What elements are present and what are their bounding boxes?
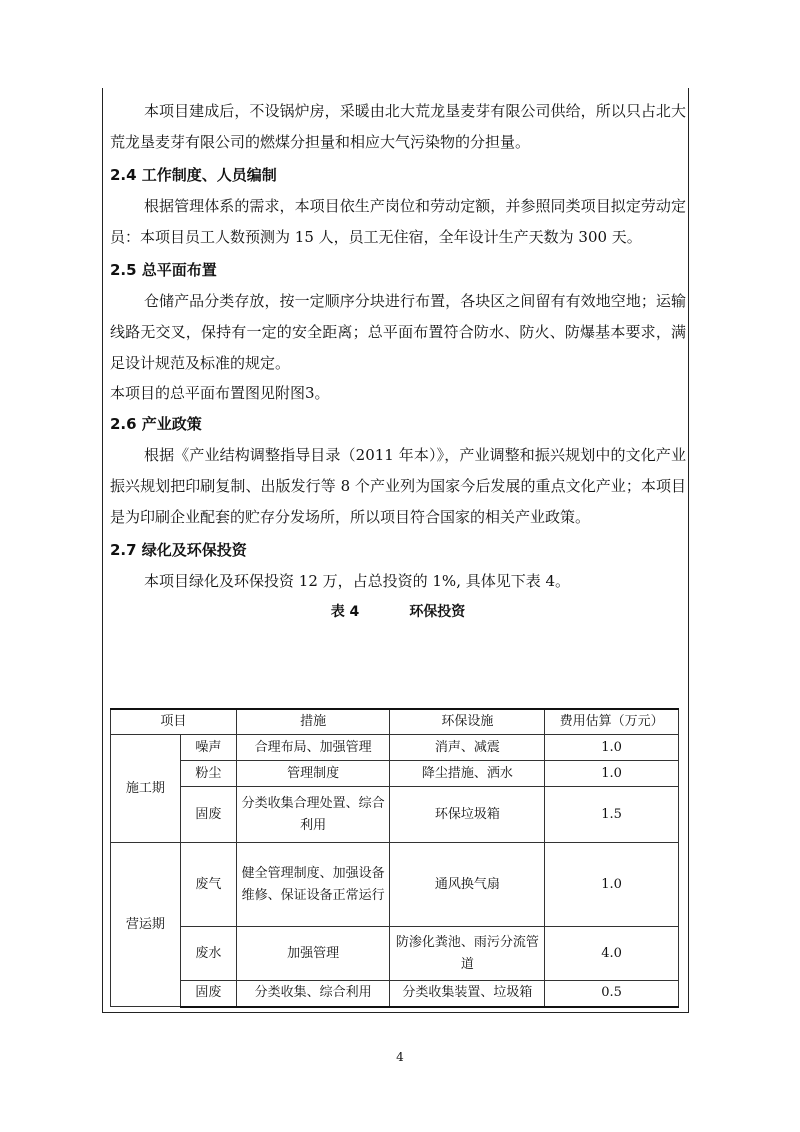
- cell-facility: 防渗化粪池、雨污分流管道: [390, 927, 545, 981]
- cell-facility: 通风换气扇: [390, 843, 545, 927]
- section-heading-2-4: 2.4 工作制度、人员编制: [110, 166, 277, 184]
- phase-construction: 施工期: [111, 735, 181, 843]
- cell-measure: 管理制度: [236, 761, 390, 787]
- cell-cost: 4.0: [545, 927, 679, 981]
- cell-cost: 0.5: [545, 981, 679, 1007]
- cell-cost: 1.5: [545, 787, 679, 843]
- table-row: [111, 843, 679, 927]
- cell-cost: 1.0: [545, 843, 679, 927]
- investment-table: [110, 708, 679, 1008]
- document-body: [110, 96, 686, 627]
- cell-item: 固废: [180, 981, 236, 1007]
- header-item: 项目: [111, 709, 237, 735]
- paragraph-heating: 本项目建成后，不设锅炉房，采暖由北大荒龙垦麦芽有限公司供给，所以只占北大荒龙垦麦芽有限公司的燃煤分担量和相应大气污染物的分担量。: [110, 102, 686, 151]
- header-measure: 措施: [236, 709, 390, 735]
- table-header-row: [111, 709, 679, 735]
- header-facility: 环保设施: [390, 709, 545, 735]
- page-number: 4: [396, 1050, 404, 1064]
- paragraph-layout-reference: 本项目的总平面布置图见附图3。: [110, 384, 330, 402]
- cell-measure: 加强管理: [236, 927, 390, 981]
- cell-facility: 分类收集装置、垃圾箱: [390, 981, 545, 1007]
- table-row: [111, 735, 679, 761]
- section-heading-2-6: 2.6 产业政策: [110, 415, 202, 433]
- paragraph-staffing: 根据管理体系的需求，本项目依生产岗位和劳动定额，并参照同类项目拟定劳动定员：本项目员工人数预测为 15 人，员工无住宿，全年设计生产天数为 300 天。: [110, 197, 686, 246]
- cell-cost: 1.0: [545, 761, 679, 787]
- table-caption-number: 表 4: [330, 604, 360, 620]
- cell-item: 噪声: [180, 735, 236, 761]
- table-row: [111, 787, 679, 843]
- cell-facility: 消声、减震: [390, 735, 545, 761]
- section-heading-2-5: 2.5 总平面布置: [110, 261, 217, 279]
- cell-measure: 分类收集、综合利用: [236, 981, 390, 1007]
- section-heading-2-7: 2.7 绿化及环保投资: [110, 541, 247, 559]
- cell-item: 固废: [180, 787, 236, 843]
- cell-facility: 降尘措施、洒水: [390, 761, 545, 787]
- table-row: [111, 981, 679, 1007]
- cell-item: 粉尘: [180, 761, 236, 787]
- cell-facility: 环保垃圾箱: [390, 787, 545, 843]
- cell-measure: 健全管理制度、加强设备维修、保证设备正常运行: [236, 843, 390, 927]
- table-caption: [110, 601, 686, 627]
- cell-cost: 1.0: [545, 735, 679, 761]
- header-cost: 费用估算（万元）: [545, 709, 679, 735]
- table-caption-title: 环保投资: [409, 604, 466, 620]
- paragraph-investment: 本项目绿化及环保投资 12 万，占总投资的 1%, 具体见下表 4。: [144, 572, 571, 590]
- cell-measure: 合理布局、加强管理: [236, 735, 390, 761]
- cell-item: 废水: [180, 927, 236, 981]
- phase-operation: 营运期: [111, 843, 181, 1007]
- table-row: [111, 761, 679, 787]
- paragraph-layout: 仓储产品分类存放，按一定顺序分块进行布置，各块区之间留有有效地空地；运输线路无交叉，保持有一定的安全距离；总平面布置符合防水、防火、防爆基本要求，满足设计规范及标准的规定。: [110, 292, 686, 372]
- paragraph-policy: 根据《产业结构调整指导目录（2011 年本）》，产业调整和振兴规划中的文化产业振兴规划把印刷复制、出版发行等 8 个产业列为国家今后发展的重点文化产业；本项目是为印刷企业配套的贮存分发场所，所以项目符合国家的相关产业政策。: [110, 446, 686, 526]
- cell-item: 废气: [180, 843, 236, 927]
- cell-measure: 分类收集合理处置、综合利用: [236, 787, 390, 843]
- table-row: [111, 927, 679, 981]
